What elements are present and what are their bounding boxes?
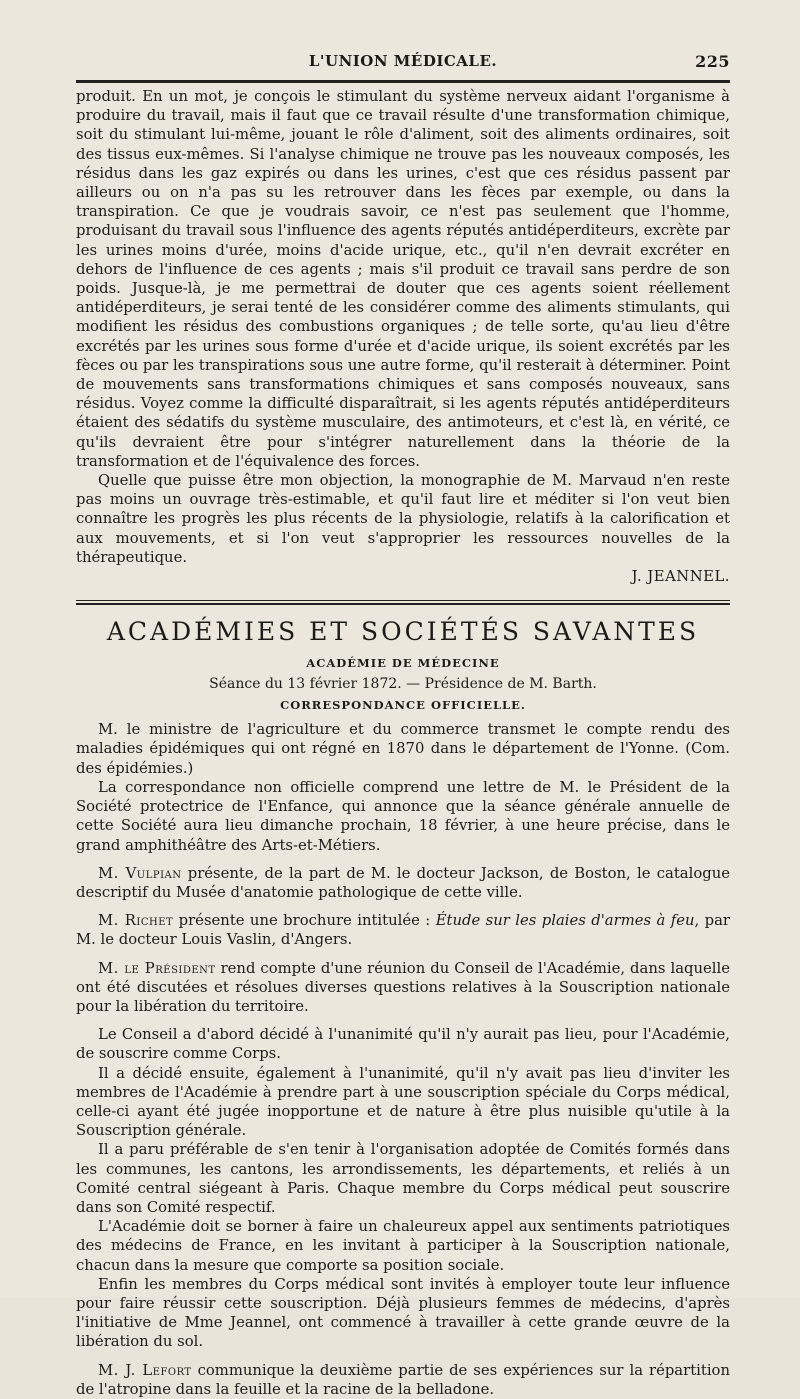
minutes-paragraph-3 xyxy=(76,864,730,902)
minutes-paragraph-8: Il a paru préférable de s'en tenir à l'organisation adoptée de Comités formés dans les communes, les cantons, les arrondissements, les départements, et reliés à un Comité central siégeant à Paris. Chaque membre du Corps médical peut souscrire dans son Comité respectif. xyxy=(76,1141,730,1216)
section-title: ACADÉMIES ET SOCIÉTÉS SAVANTES xyxy=(106,617,700,647)
speaker-name: M. J. Lefort xyxy=(98,1361,192,1379)
section-divider-thick xyxy=(76,603,730,605)
minutes-paragraph-6: Le Conseil a d'abord décidé à l'unanimité qu'il n'y aurait pas lieu, pour l'Académie, de souscrire comme Corps. xyxy=(76,1026,730,1063)
author-signature: J. JEANNEL. xyxy=(631,568,730,586)
minutes-paragraph-1: M. le ministre de l'agriculture et du commerce transmet le compte rendu des maladies épidémiques qui ont régné en 1870 dans le département de l'Yonne. (Com. des épidémies.) xyxy=(76,721,730,777)
paragraph-text: communique la deuxième partie de ses expériences sur la répartition de l'atropine dans la feuille et la racine de la belladone. xyxy=(76,1361,730,1398)
journal-title: L'UNION MÉDICALE. xyxy=(308,52,498,70)
section-divider xyxy=(76,600,730,601)
minutes-paragraph-5 xyxy=(76,959,730,1017)
paragraph-text: rend compte d'une réunion du Conseil de l'Académie, dans laquelle ont été discutées et résolues diverses questions relatives à la Souscription nationale pour la libération du territoire. xyxy=(76,959,730,1015)
page-number: 225 xyxy=(695,52,730,71)
paragraph-text: présente, de la part de M. le docteur Jackson, de Boston, le catalogue descriptif du Musée d'anatomie pathologique de cette ville. xyxy=(76,864,730,901)
header-rule xyxy=(76,80,730,83)
minutes-paragraph-9: L'Académie doit se borner à faire un chaleureux appel aux sentiments patriotiques des médecins de France, en les invitant à participer à la Souscription nationale, chacun dans la mesure que comporte sa position sociale. xyxy=(76,1218,730,1274)
article-paragraph-2: Quelle que puisse être mon objection, la monographie de M. Marvaud n'en reste pas moins un ouvrage très-estimable, et qu'il faut lire et méditer si l'on veut bien connaître les progrès les plus récents de la physiologie, relatifs à la calorification et aux mouvements, et si l'on veut s'approprier les ressources nouvelles de la thérapeutique. xyxy=(76,472,730,566)
correspondence-heading: CORRESPONDANCE OFFICIELLE. xyxy=(280,698,526,713)
minutes-paragraph-11 xyxy=(76,1361,730,1399)
session-line: Séance du 13 février 1872. — Présidence de M. Barth. xyxy=(209,676,597,693)
minutes-paragraph-7: Il a décidé ensuite, également à l'unanimité, qu'il n'y avait pas lieu d'inviter les membres de l'Académie à prendre part à une souscription spéciale du Corps médical, celle-ci ayant été jugée inopportune et de nature à être plus nuisible qu'utile à la Souscription générale. xyxy=(76,1064,730,1140)
paragraph-text: présente une brochure intitulée : xyxy=(173,912,436,930)
speaker-name: M. Vulpian xyxy=(98,864,182,882)
speaker-name: M. le Président xyxy=(98,959,216,977)
brochure-title: Étude sur les plaies d'armes à feu xyxy=(435,912,695,930)
paragraph-text: , par M. le docteur Louis Vaslin, d'Angers. xyxy=(76,912,730,949)
minutes-paragraph-10: Enfin les membres du Corps médical sont invités à employer toute leur influence pour faire réussir cette souscription. Déjà plusieurs femmes de médecins, d'après l'initiative de Mme Jeannel, ont commencé à travailler à cette grande œuvre de la libération du sol. xyxy=(76,1275,730,1351)
speaker-name: M. Richet xyxy=(98,912,174,930)
article-paragraph-1: produit. En un mot, je conçois le stimulant du système nerveux aidant l'organisme à produire du travail, mais il faut que ce travail résulte d'une transformation chimique, soit du stimulant lui-même, jouant le rôle d'aliment, soit des aliments ordinaires, soit des tissus eux-mêmes. Si l'analyse chimique ne trouve pas les nouveaux composés, les résidus dans les gaz expirés ou dans les urines, c'est que ces résidus passent par ailleurs ou on n'a pas su les retrouver dans les fèces par exemple, ou dans la transpiration. Ce que je voudrais savoir, ce n'est pas seulement que l'homme, produisant du travail sous l'influence des agents réputés antidéperditeurs, excrète par les urines moins d'urée, moins d'acide urique, etc., qu'il n'en devrait excréter en dehors de l'influence de ces agents ; mais s'il produit ce travail sans perdre de son poids. Jusque-là, je me permettrai de douter que ces agents soient réellement antidéperditeurs, je serai tenté de les considérer comme des aliments stimulants, qui modifient les résidus des combustions organiques ; de telle sorte, qu'au lieu d'être excrétés par les urines sous forme d'urée et d'acide urique, ils soient excrétés par les fèces ou par les transpirations sous une autre forme, qu'il resterait à déterminer. Point de mouvements sans transformations chimiques et sans composés nouveaux, sans résidus. Voyez comme la difficulté disparaîtrait, si les agents réputés antidéperditeurs étaient des sédatifs du système musculaire, des antimoteurs, et c'est là, en vérité, ce qu'ils devraient être pour s'intégrer naturellement dans la théorie de la transformation et de l'équivalence des forces. xyxy=(76,88,730,470)
minutes-paragraph-4 xyxy=(76,911,730,949)
running-header xyxy=(76,52,730,74)
minutes-paragraph-2: La correspondance non officielle comprend une lettre de M. le Président de la Société protectrice de l'Enfance, qui annonce que la séance générale annuelle de cette Société aura lieu dimanche prochain, 18 février, à une heure précise, dans le grand amphithéâtre des Arts-et-Métiers. xyxy=(76,778,730,854)
article-signature-row xyxy=(76,567,730,586)
academy-heading: ACADÉMIE DE MÉDECINE xyxy=(306,656,500,671)
